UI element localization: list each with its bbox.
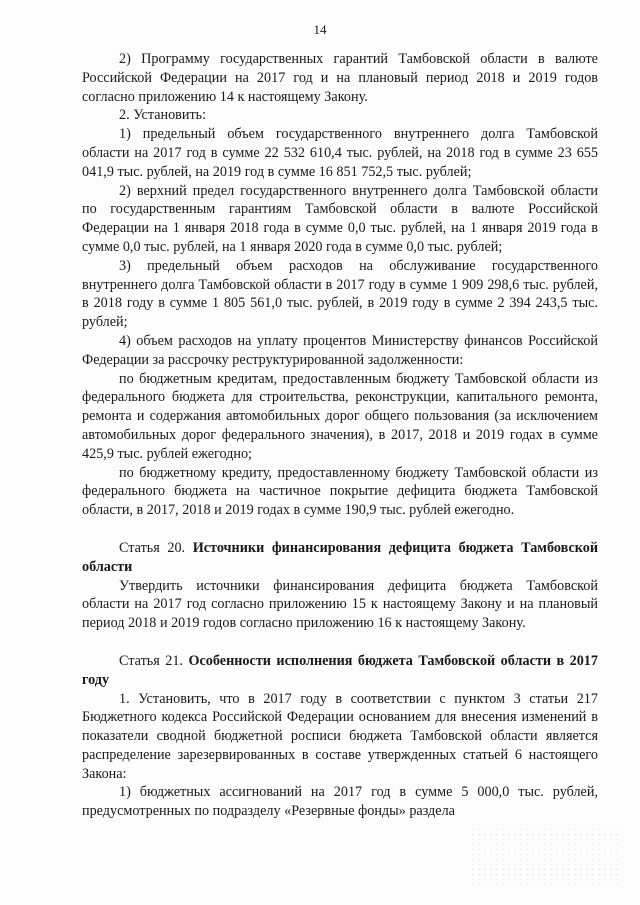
paragraph: 1) предельный объем государственного внутреннего долга Тамбовской области на 2017 год в сумме 22 532 610,4 тыс. рублей, на 2018 год в сумме 23 655 041,9 тыс. рублей, на 2019 год в сумме 16 851 752,5 тыс. рублей; — [82, 126, 598, 180]
paragraph: 2) Программу государственных гарантий Тамбовской области в валюте Российской Федерации на 2017 год и на плановый период 2018 и 2019 годов согласно приложению 14 к настоящему Закону. — [82, 51, 598, 105]
article-20-heading — [82, 539, 598, 577]
document-body — [82, 50, 598, 821]
article-20-label: Статья 20. — [119, 539, 186, 556]
article-21-paragraph-2: 1) бюджетных ассигнований на 2017 год в сумме 5 000,0 тыс. рублей, предусмотренных по подразделу «Резервные фонды» раздела — [82, 784, 598, 820]
paragraph: 2. Установить: — [119, 107, 207, 124]
scan-artifact — [470, 827, 620, 887]
paragraph: 3) предельный объем расходов на обслуживание государственного внутреннего долга Тамбовской области в 2017 году в сумме 1 909 298,6 тыс. рублей, в 2018 году в сумме 1 805 561,0 тыс. рублей, в 2019 году в сумме 2 394 243,5 тыс. рублей; — [82, 257, 598, 331]
paragraph: по бюджетному кредиту, предоставленному бюджету Тамбовской области из федерального бюджета на частичное покрытие дефицита бюджета Тамбовской области, в 2017, 2018 и 2019 годах в сумме 190,9 тыс. рублей ежегодно. — [82, 464, 598, 519]
page-number: 14 — [313, 22, 327, 37]
article-21-label: Статья 21. — [119, 652, 183, 669]
paragraph: по бюджетным кредитам, предоставленным бюджету Тамбовской области из федерального бюджета для строительства, реконструкции, капитального ремонта, ремонта и содержания автомобильных дорог общего пользования (за исключением автомобильных дорог федерального значения), в 2017, 2018 и 2019 годах в сумме 425,9 тыс. рублей ежегодно; — [82, 370, 598, 462]
article-20-text: Утвердить источники финансирования дефицита бюджета Тамбовской области на 2017 год согласно приложению 15 к настоящему Закону и на плановый период 2018 и 2019 годов согласно приложению 16 к настоящему Закону. — [82, 577, 598, 632]
paragraph: 2) верхний предел государственного внутреннего долга Тамбовской области по государственным гарантиям Тамбовской области в валюте Российской Федерации на 1 января 2018 года в сумме 0,0 тыс. рублей, на 1 января 2019 года в сумме 0,0 тыс. рублей, на 1 января 2020 года в сумме 0,0 тыс. рублей; — [82, 182, 598, 255]
paragraph: 4) объем расходов на уплату процентов Министерству финансов Российской Федерации за рассрочку реструктурированной задолженности: — [82, 332, 598, 368]
article-20-title: Источники финансирования дефицита бюджета Тамбовской области — [82, 539, 598, 575]
article-21-paragraph-1: 1. Установить, что в 2017 году в соответствии с пунктом 3 статьи 217 Бюджетного кодекса Российской Федерации основанием для внесения изменений в показатели сводной бюджетной росписи бюджета Тамбовской области является распределение зарезервированных в составе утвержденных статьей 6 настоящего Закона: — [82, 690, 598, 782]
article-21-heading — [82, 652, 598, 690]
article-21-title: Особенности исполнения бюджета Тамбовской области в 2017 году — [82, 652, 598, 688]
